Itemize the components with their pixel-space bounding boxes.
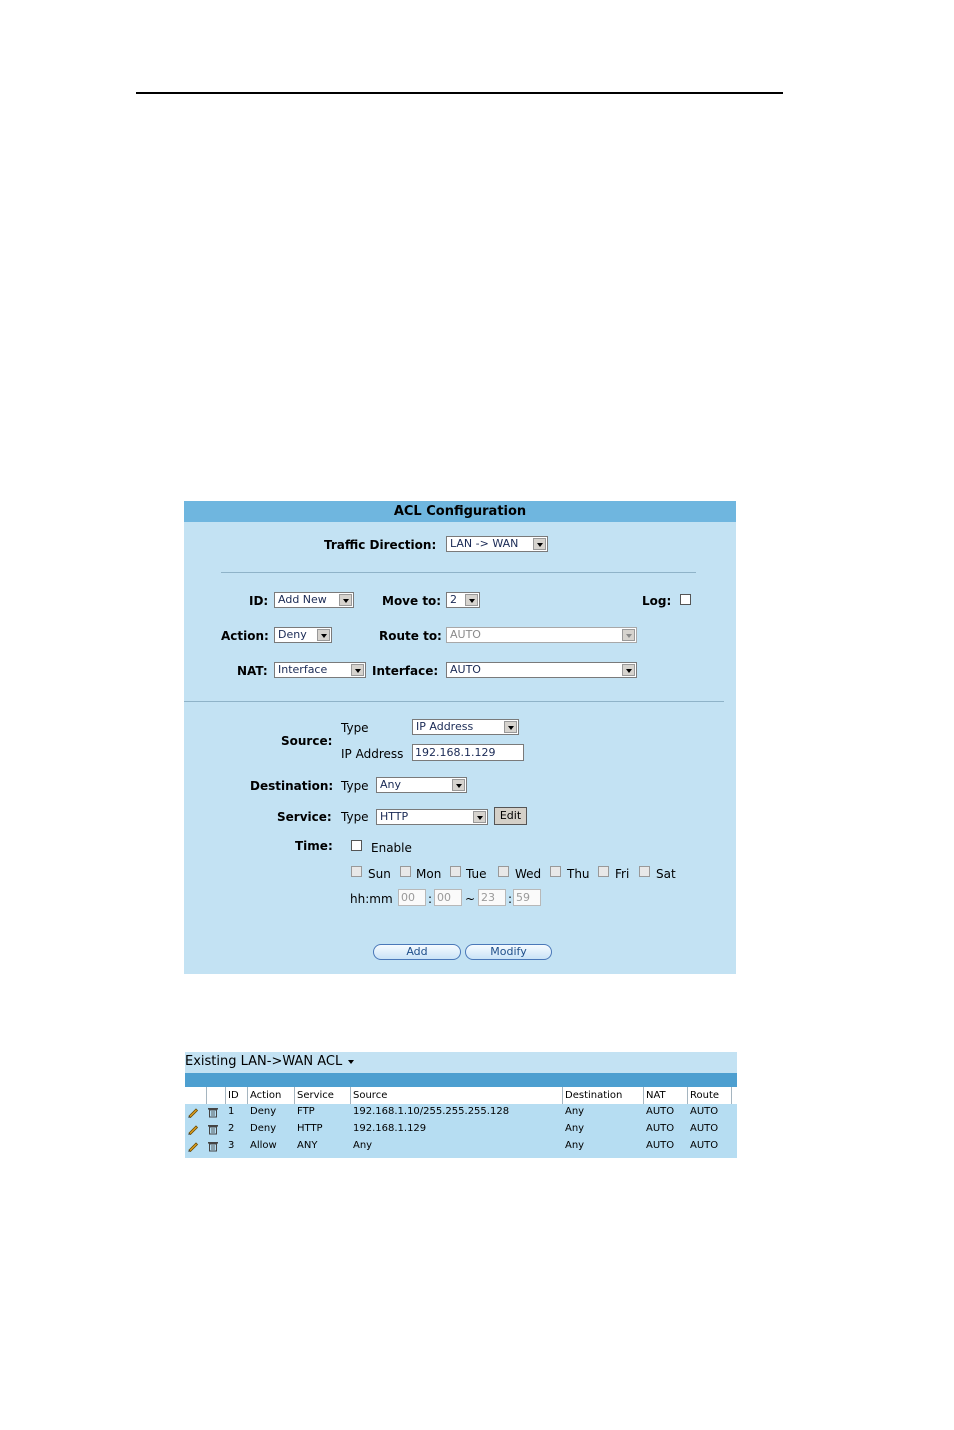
service-edit-button[interactable]: Edit bbox=[494, 807, 527, 825]
modify-button[interactable]: Modify bbox=[465, 944, 552, 960]
day-sat-label: Sat bbox=[656, 867, 676, 881]
column-header-nat: NAT bbox=[646, 1090, 666, 1101]
log-checkbox[interactable] bbox=[680, 594, 691, 605]
start-minute-input[interactable]: 00 bbox=[434, 889, 462, 906]
source-type-label: Type bbox=[341, 721, 369, 735]
day-sat-checkbox[interactable] bbox=[639, 866, 650, 877]
row-1-source: 192.168.1.10/255.255.255.128 bbox=[353, 1106, 510, 1117]
end-minute-input[interactable]: 59 bbox=[513, 889, 541, 906]
nat-label: NAT: bbox=[237, 664, 268, 678]
row-1-id: 1 bbox=[228, 1106, 235, 1117]
trash-delete-icon[interactable] bbox=[207, 1123, 219, 1135]
column-header-route: Route bbox=[690, 1090, 720, 1101]
row-2-nat: AUTO bbox=[646, 1123, 675, 1134]
day-tue-label: Tue bbox=[466, 867, 487, 881]
source-label: Source: bbox=[281, 734, 333, 748]
row-3-id: 3 bbox=[228, 1140, 235, 1151]
pencil-edit-icon[interactable] bbox=[187, 1140, 199, 1152]
route-to-select[interactable]: AUTO bbox=[446, 627, 637, 643]
source-ip-input[interactable]: 192.168.1.129 bbox=[412, 744, 524, 761]
dropdown-arrow-icon bbox=[473, 811, 486, 823]
end-hour-input[interactable]: 23 bbox=[478, 889, 506, 906]
dropdown-arrow-icon bbox=[339, 594, 352, 606]
trash-delete-icon[interactable] bbox=[207, 1106, 219, 1118]
move-to-select[interactable]: 2 bbox=[446, 592, 480, 608]
row-3-source: Any bbox=[353, 1140, 373, 1151]
column-header-service: Service bbox=[297, 1090, 334, 1101]
row-3-action: Allow bbox=[250, 1140, 277, 1151]
column-divider bbox=[687, 1087, 688, 1104]
table-body bbox=[185, 1104, 737, 1158]
id-label: ID: bbox=[249, 594, 269, 608]
start-hour-input[interactable]: 00 bbox=[398, 889, 426, 906]
page-top-rule bbox=[136, 92, 783, 94]
time-separator: : bbox=[508, 892, 513, 906]
time-range-tilde: ~ bbox=[465, 892, 476, 906]
action-label: Action: bbox=[221, 629, 269, 643]
dropdown-arrow-icon bbox=[465, 594, 478, 606]
day-sun-label: Sun bbox=[368, 867, 391, 881]
column-divider bbox=[350, 1087, 351, 1104]
panel-title: ACL Configuration bbox=[184, 501, 736, 522]
existing-acl-table bbox=[185, 1052, 737, 1158]
dropdown-arrow-icon bbox=[351, 664, 364, 676]
row-3-destination: Any bbox=[565, 1140, 585, 1151]
day-tue-checkbox[interactable] bbox=[450, 866, 461, 877]
pencil-edit-icon[interactable] bbox=[187, 1123, 199, 1135]
interface-select[interactable]: AUTO bbox=[446, 662, 637, 678]
chevron-down-icon bbox=[348, 1060, 354, 1064]
day-wed-checkbox[interactable] bbox=[498, 866, 509, 877]
row-1-destination: Any bbox=[565, 1106, 585, 1117]
add-button[interactable]: Add bbox=[373, 944, 461, 960]
service-type-label: Type bbox=[341, 810, 369, 824]
day-wed-label: Wed bbox=[515, 867, 542, 881]
log-label: Log: bbox=[642, 594, 672, 608]
time-enable-label: Enable bbox=[371, 841, 412, 855]
row-3-service: ANY bbox=[297, 1140, 318, 1151]
time-label: Time: bbox=[295, 839, 333, 853]
divider bbox=[221, 572, 696, 573]
row-1-nat: AUTO bbox=[646, 1106, 675, 1117]
destination-label: Destination: bbox=[250, 779, 334, 793]
move-to-label: Move to: bbox=[382, 594, 442, 608]
column-divider bbox=[206, 1087, 207, 1104]
traffic-direction-label: Traffic Direction: bbox=[324, 538, 437, 552]
day-mon-checkbox[interactable] bbox=[400, 866, 411, 877]
table-header-bar bbox=[185, 1073, 737, 1087]
divider bbox=[184, 701, 724, 702]
service-type-select[interactable]: HTTP bbox=[376, 809, 488, 825]
day-thu-label: Thu bbox=[567, 867, 590, 881]
row-1-service: FTP bbox=[297, 1106, 315, 1117]
dropdown-arrow-icon bbox=[533, 538, 546, 550]
service-label: Service: bbox=[277, 810, 332, 824]
column-divider bbox=[562, 1087, 563, 1104]
row-2-service: HTTP bbox=[297, 1123, 323, 1134]
column-divider bbox=[294, 1087, 295, 1104]
row-2-source: 192.168.1.129 bbox=[353, 1123, 427, 1134]
dropdown-arrow-icon bbox=[504, 721, 517, 733]
column-header-source: Source bbox=[353, 1090, 388, 1101]
dropdown-arrow-icon bbox=[622, 664, 635, 676]
day-fri-checkbox[interactable] bbox=[598, 866, 609, 877]
row-2-action: Deny bbox=[250, 1123, 277, 1134]
row-2-destination: Any bbox=[565, 1123, 585, 1134]
column-header-action: Action bbox=[250, 1090, 282, 1101]
action-select[interactable]: Deny bbox=[274, 627, 332, 643]
column-divider bbox=[731, 1087, 732, 1104]
source-ip-label: IP Address bbox=[341, 747, 404, 761]
trash-delete-icon[interactable] bbox=[207, 1140, 219, 1152]
day-mon-label: Mon bbox=[416, 867, 442, 881]
dropdown-arrow-icon bbox=[317, 629, 330, 641]
dropdown-arrow-icon bbox=[622, 629, 635, 641]
column-divider bbox=[247, 1087, 248, 1104]
time-separator: : bbox=[428, 892, 433, 906]
day-thu-checkbox[interactable] bbox=[550, 866, 561, 877]
nat-select[interactable]: Interface bbox=[274, 662, 366, 678]
route-to-label: Route to: bbox=[379, 629, 442, 643]
day-fri-label: Fri bbox=[615, 867, 630, 881]
column-header-destination: Destination bbox=[565, 1090, 623, 1101]
column-header-id: ID bbox=[228, 1090, 239, 1101]
interface-label: Interface: bbox=[372, 664, 439, 678]
id-select[interactable]: Add New bbox=[274, 592, 354, 608]
source-type-select[interactable]: IP Address bbox=[412, 719, 519, 735]
column-divider bbox=[225, 1087, 226, 1104]
table-column-headers bbox=[185, 1087, 737, 1104]
destination-type-label: Type bbox=[341, 779, 369, 793]
time-enable-checkbox[interactable] bbox=[351, 840, 362, 851]
day-sun-checkbox[interactable] bbox=[351, 866, 362, 877]
traffic-direction-select[interactable]: LAN -> WAN bbox=[446, 536, 548, 552]
acl-configuration-panel bbox=[184, 501, 736, 974]
row-3-route: AUTO bbox=[690, 1140, 719, 1151]
row-1-route: AUTO bbox=[690, 1106, 719, 1117]
row-1-action: Deny bbox=[250, 1106, 277, 1117]
existing-acl-title[interactable]: Existing LAN->WAN ACL bbox=[185, 1054, 354, 1070]
row-2-id: 2 bbox=[228, 1123, 235, 1134]
row-2-route: AUTO bbox=[690, 1123, 719, 1134]
destination-type-select[interactable]: Any bbox=[376, 777, 467, 793]
column-divider bbox=[643, 1087, 644, 1104]
pencil-edit-icon[interactable] bbox=[187, 1106, 199, 1118]
row-3-nat: AUTO bbox=[646, 1140, 675, 1151]
hhmm-label: hh:mm bbox=[350, 892, 393, 906]
dropdown-arrow-icon bbox=[452, 779, 465, 791]
